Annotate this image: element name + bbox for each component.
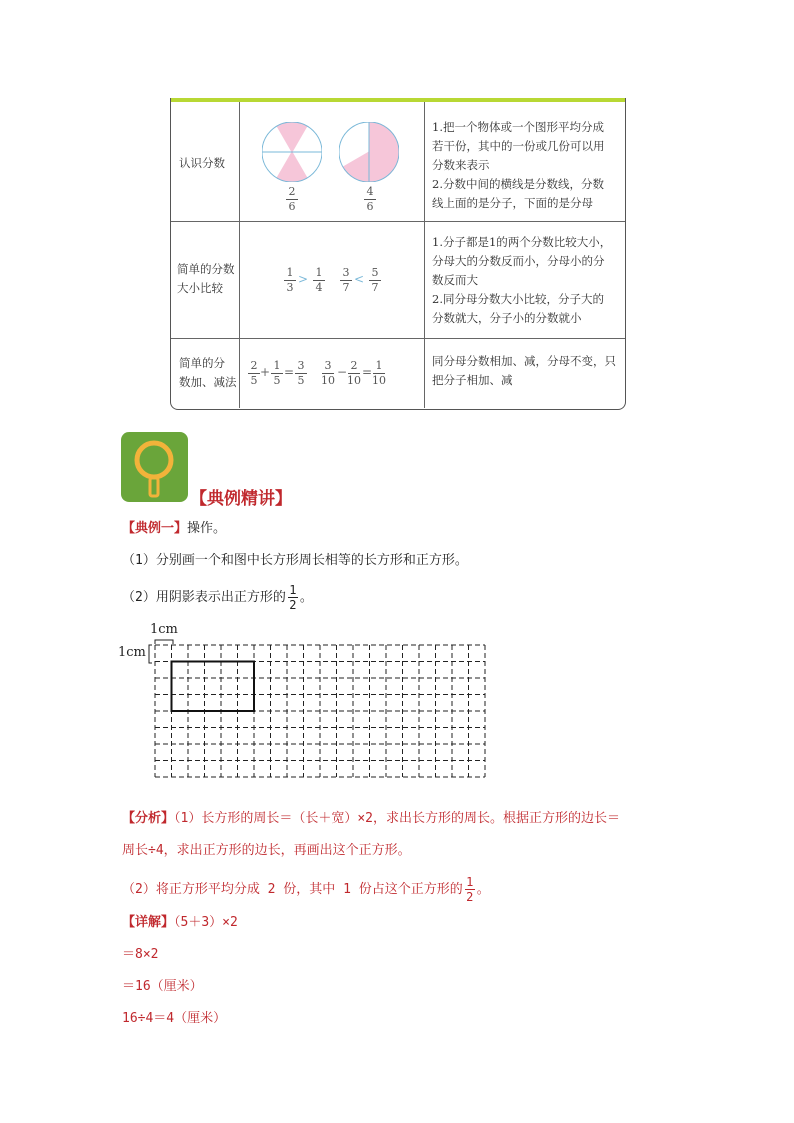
scale-label-left: 1cm	[118, 645, 146, 660]
dashed-grid	[144, 634, 492, 796]
row3-notes: 同分母分数相加、减，分母不变，只 把分子相加、减	[432, 354, 616, 387]
question-1: （1）分别画一个和图中长方形周长相等的长方形和正方形。	[122, 553, 468, 568]
fraction-1-5: 1 5	[271, 360, 283, 387]
fraction-1-3: 1 3	[284, 267, 296, 294]
given-rectangle	[172, 662, 255, 712]
summary-table	[170, 98, 626, 410]
section-title: 【典例精讲】	[190, 489, 292, 509]
plus-sign: +	[260, 365, 271, 379]
analysis-line-3: （2）将正方形平均分成 2 份，其中 1 份占这个正方形的 $\frac{1}{2}$ 。	[122, 875, 490, 904]
analysis-line-1: 【分析】（1）长方形的周长＝（长＋宽）×2，求出长方形的周长。根据正方形的边长＝	[122, 811, 620, 826]
fraction-1-4: 1 4	[313, 267, 325, 294]
analysis-line-2: 周长÷4，求出正方形的边长，再画出这个正方形。	[122, 843, 411, 858]
magnifier-icon	[121, 432, 188, 502]
fraction-2-10: 2 10	[347, 359, 361, 387]
equals-sign-2: =	[362, 365, 373, 379]
detail-line-2: ＝8×2	[122, 947, 159, 962]
question-2-fraction: $\frac{1}{2}$	[289, 583, 297, 612]
row2-notes: 1.分子都是1的两个分数比较大小， 分母大的分数反而小，分母小的分 数反而大 2.同分母分数大小比较，分子大的 分数就大，分子小的分数就小	[432, 235, 612, 325]
fraction-1-10: 1 10	[372, 359, 386, 387]
row3-name: 简单的分 数加、减法	[179, 356, 237, 389]
minus-sign: −	[337, 365, 348, 379]
pie-two-sixths	[262, 122, 322, 182]
col-divider-1	[239, 102, 240, 408]
greater-than-sign: >	[298, 272, 309, 286]
question-2: （2）用阴影表示出正方形的 $\frac{1}{2}$ 。	[122, 583, 313, 612]
scale-label-top: 1cm	[150, 622, 178, 637]
row-divider-2	[171, 338, 625, 339]
pie-four-sixths	[339, 122, 399, 182]
fraction-4-6: 4 6	[364, 186, 376, 213]
fraction-2-6: 2 6	[286, 186, 298, 213]
fraction-3-7: 3 7	[340, 267, 352, 294]
col-divider-2	[424, 102, 425, 408]
top-scale-bracket	[155, 640, 173, 644]
row-divider-1	[171, 221, 625, 222]
example1-heading: 【典例一】操作。	[122, 521, 227, 536]
row1-name: 认识分数	[179, 156, 225, 170]
detail-line-1: 【详解】（5＋3）×2	[122, 915, 238, 930]
row1-notes: 1.把一个物体或一个图形平均分成 若干份，其中的一份或几份可以用 分数来表示 2.分数中间的横线是分数线，分数 线上面的是分子，下面的是分母	[432, 120, 605, 210]
left-scale-bracket	[149, 645, 152, 663]
analysis-fraction: $\frac{1}{2}$	[466, 875, 474, 904]
fraction-3-5: 3 5	[295, 360, 307, 387]
detail-line-4: 16÷4＝4（厘米）	[122, 1011, 227, 1026]
fraction-2-5: 2 5	[248, 360, 260, 387]
less-than-sign: <	[354, 272, 365, 286]
fraction-3-10: 3 10	[321, 359, 335, 387]
equals-sign: =	[284, 365, 295, 379]
detail-line-3: ＝16（厘米）	[122, 979, 203, 994]
row2-name: 简单的分数 大小比较	[177, 262, 235, 295]
fraction-5-7: 5 7	[369, 267, 381, 294]
